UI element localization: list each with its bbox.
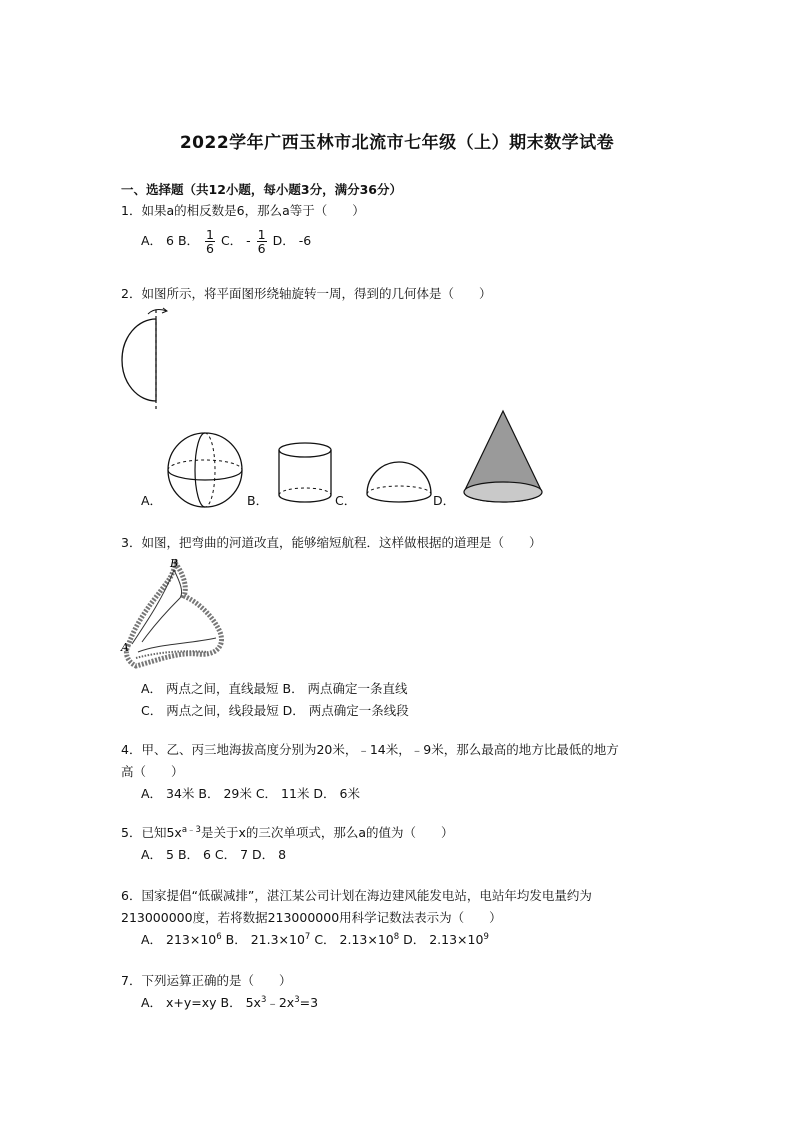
q1-b-numerator: 1 [206,227,214,242]
q1-option-c-label: C． - [220,233,251,248]
q7-end: =3 [299,995,319,1010]
q4-options: A． 34米 B． 29米 C． 11米 D． 6米 [141,786,360,801]
q3-options-ab: A． 两点之间，直线最短 B． 两点确定一条直线 [141,681,408,696]
q1-options [141,227,311,255]
q5-options: A． 5 B． 6 C． 7 D． 8 [141,847,287,862]
q1-stem: 1．如果a的相反数是6，那么a等于（ ） [121,203,365,218]
q6-option-c-exp: 8 [393,931,400,942]
q3-options-cd: C． 两点之间，线段最短 D． 两点确定一条线段 [141,703,409,718]
cylinder-figure [275,440,335,510]
q6-option-d-exp: 9 [483,931,489,942]
q2-stem: 2．如图所示，将平面图形绕轴旋转一周，得到的几何体是（ ） [121,286,492,301]
q7-exp-2: 3 [294,994,300,1005]
q1-b-denominator: 6 [206,241,214,256]
hemisphere-figure [363,458,435,506]
q7-option-a-b: A． x+y=xy B． 5x [141,995,261,1010]
q1-fraction-c [257,228,267,255]
q1-fraction-b [205,228,215,255]
point-b-label: B [170,557,179,570]
q6-option-c: C． 2.13×10 [310,932,394,947]
q5-stem [121,825,454,841]
q4-stem-line1: 4．甲、乙、丙三地海拔高度分别为20米，﹣14米，﹣9米，那么最高的地方比最低的地方 [121,742,619,757]
q1-c-denominator: 6 [257,241,266,256]
q1-option-a: A． 6 B． [141,233,200,248]
q6-stem-line2: 213000000度，若将数据213000000用科学记数法表示为（ ） [121,910,502,925]
q4-stem-line2: 高（ ） [121,764,184,779]
q6-options [141,932,489,948]
cone-figure [460,408,546,504]
q5-exponent: a﹣3 [181,824,201,835]
q7-mid: ﹣2x [266,995,295,1010]
q1-c-numerator: 1 [257,227,266,242]
q2-option-a-label: A． [141,493,163,508]
q6-option-b: B． 21.3×10 [221,932,305,947]
q1-option-d: D． -6 [272,233,312,248]
q5-stem-pre: 5．已知5x [121,825,182,840]
q7-exp-1: 3 [260,994,267,1005]
section-heading: 一、选择题（共12小题，每小题3分，满分36分） [121,182,402,197]
q2-option-c-label: C． [335,493,357,508]
q3-stem: 3．如图，把弯曲的河道改直，能够缩短航程．这样做根据的道理是（ ） [121,535,542,550]
point-a-label: A [121,641,129,654]
q5-stem-post: 是关于x的三次单项式，那么a的值为（ ） [200,825,454,840]
q6-option-a-exp: 6 [216,931,222,942]
q6-option-a: A． 213×10 [141,932,217,947]
sphere-figure [165,430,245,510]
q6-option-d: D． 2.13×10 [399,932,484,947]
q7-stem: 7．下列运算正确的是（ ） [121,973,292,988]
q7-options [141,995,318,1011]
page-title: 2022学年广西玉林市北流市七年级（上）期末数学试卷 [179,133,615,153]
q2-option-d-label: D． [433,493,456,508]
q6-stem-line1: 6．国家提倡“低碳减排”，湛江某公司计划在海边建风能发电站，电站年均发电量约为 [121,888,592,903]
semicircle-rotation-figure [115,305,175,411]
river-figure [118,556,230,676]
q6-option-b-exp: 7 [304,931,311,942]
q2-option-b-label: B． [247,493,269,508]
